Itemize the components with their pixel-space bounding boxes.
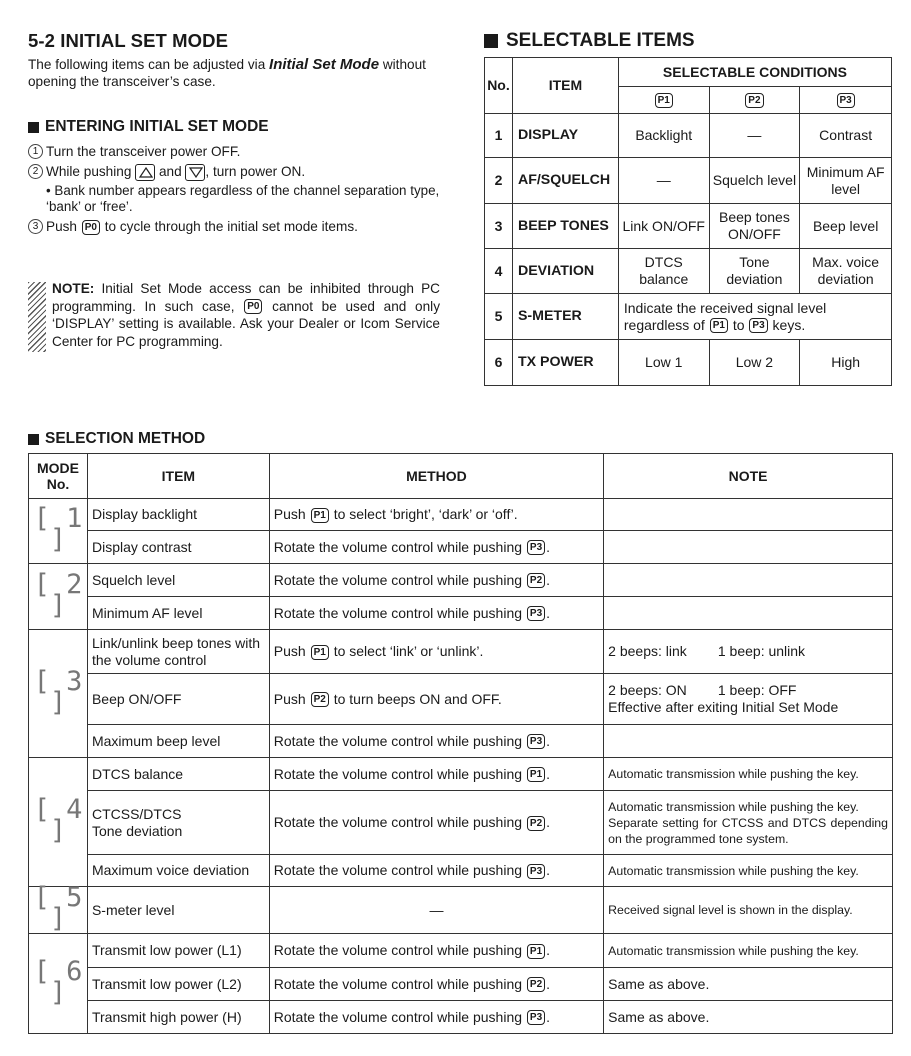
selectable-items-section	[484, 30, 893, 386]
table-row: Transmit low power (L2) Rotate the volume control while pushing P2 . Same as above.	[29, 968, 893, 1001]
table-row: Beep ON/OFF Push P2 to turn beeps ON and OFF. 2 beeps: ON 1 beep: OFF Effective after exiting Initial Set Mode	[29, 674, 893, 725]
table-row: CTCSS/DTCS Tone deviation Rotate the volume control while pushing P2 . Automatic transmission while pushing the key. Separate setting for CTCSS and DTCS depending on the programmed tone system.	[29, 791, 893, 855]
mode-1-label: [ 1 ]	[33, 503, 83, 555]
p1-key-icon: P1	[710, 318, 728, 333]
p2-key-icon: P2	[527, 573, 545, 588]
selection-method-section	[28, 430, 893, 1034]
p2-key-icon: P2	[527, 977, 545, 992]
table-header-row: No. ITEM SELECTABLE CONDITIONS	[485, 58, 892, 87]
down-arrow-key-icon	[185, 164, 205, 181]
table-row: 3 BEEP TONES Link ON/OFF Beep tones ON/OFF Beep level	[485, 204, 892, 249]
table-row: [ 4 ] DTCS balance Rotate the volume control while pushing P1 . Automatic transmission while pushing the key.	[29, 758, 893, 791]
table-row: [ 6 ] Transmit low power (L1) Rotate the volume control while pushing P1 . Automatic transmission while pushing the key.	[29, 934, 893, 968]
step-3: 3 Push P0 to cycle through the initial set mode items.	[28, 218, 440, 236]
table-row: [ 5 ] S-meter level — Received signal level is shown in the display.	[29, 887, 893, 934]
p3-key-icon: P3	[527, 1010, 545, 1025]
section-title: 5-2 INITIAL SET MODE	[28, 30, 229, 51]
p3-key-icon: P3	[527, 734, 545, 749]
step-number: 3	[28, 219, 43, 234]
step-2: 2 While pushing and , turn power ON.	[28, 163, 440, 181]
p3-key-icon: P3	[527, 864, 545, 879]
step-1: 1 Turn the transceiver power OFF.	[28, 143, 440, 161]
selection-heading: SELECTION METHOD	[28, 430, 893, 448]
step-2-bullet: • Bank number appears regardless of the channel separation type, ‘bank’ or ‘free’.	[46, 183, 440, 214]
table-row: Maximum voice deviation Rotate the volume control while pushing P3 . Automatic transmission while pushing the key.	[29, 855, 893, 887]
p2-key-icon: P2	[527, 816, 545, 831]
step-number: 1	[28, 144, 43, 159]
square-bullet-icon	[28, 122, 39, 133]
table-row: Maximum beep level Rotate the volume control while pushing P3 .	[29, 725, 893, 758]
p3-key-icon: P3	[749, 318, 767, 333]
table-row: Display contrast Rotate the volume control while pushing P3 .	[29, 531, 893, 564]
mode-4-label: [ 4 ]	[33, 794, 83, 846]
p2-key-icon: P2	[745, 93, 763, 108]
initial-set-mode-section	[28, 30, 440, 350]
p1-key-icon: P1	[655, 93, 673, 108]
selection-method-table	[28, 453, 893, 1034]
table-row: 4 DEVIATION DTCS balance Tone deviation Max. voice deviation	[485, 249, 892, 294]
note-block: NOTE: Initial Set Mode access can be inhibited through PC programming. In such case, P0 cannot be used and only ‘DISPLAY’ setting is available. Ask your Dealer or Icom Service Center for PC programming.	[28, 280, 440, 350]
p0-key-icon: P0	[244, 299, 262, 314]
entering-heading: ENTERING INITIAL SET MODE	[28, 118, 440, 136]
p1-key-icon: P1	[311, 508, 329, 523]
mode-5-label: [ 5 ]	[33, 882, 83, 934]
square-bullet-icon	[28, 434, 39, 445]
table-row: 2 AF/SQUELCH — Squelch level Minimum AF level	[485, 158, 892, 204]
p2-key-icon: P2	[311, 692, 329, 707]
table-row: 5 S-METER Indicate the received signal level regardless of P1 to P3 keys.	[485, 294, 892, 340]
intro-text: The following items can be adjusted via Initial Set Mode without opening the transceiver’s case.	[28, 56, 426, 89]
p1-key-icon: P1	[527, 944, 545, 959]
table-row: [ 1 ] Display backlight Push P1 to select ‘bright’, ‘dark’ or ‘off’.	[29, 499, 893, 531]
table-row: 6 TX POWER Low 1 Low 2 High	[485, 340, 892, 386]
mode-3-label: [ 3 ]	[33, 665, 83, 718]
step-number: 2	[28, 164, 43, 179]
mode-2-label: [ 2 ]	[33, 568, 83, 621]
table-header-row: MODE No. ITEM METHOD NOTE	[29, 454, 893, 499]
table-row: [ 2 ] Squelch level Rotate the volume control while pushing P2 .	[29, 564, 893, 597]
p1-key-icon: P1	[311, 645, 329, 660]
table-row: Transmit high power (H) Rotate the volume control while pushing P3 . Same as above.	[29, 1001, 893, 1034]
table-row: 1 DISPLAY Backlight — Contrast	[485, 114, 892, 158]
p0-key-icon: P0	[82, 220, 100, 235]
table-row: [ 3 ] Link/unlink beep tones with the volume control Push P1 to select ‘link’ or ‘unlink’. 2 beeps: link 1 beep: unlink	[29, 630, 893, 674]
p3-key-icon: P3	[527, 606, 545, 621]
table-row: Minimum AF level Rotate the volume control while pushing P3 .	[29, 597, 893, 630]
selectable-heading: SELECTABLE ITEMS	[484, 30, 893, 52]
p1-key-icon: P1	[527, 767, 545, 782]
selectable-items-table	[484, 57, 892, 386]
mode-6-label: [ 6 ]	[33, 955, 83, 1008]
steps-list	[28, 143, 440, 236]
p3-key-icon: P3	[527, 540, 545, 555]
square-bullet-icon	[484, 34, 498, 48]
note-hatch-icon	[28, 282, 46, 352]
up-arrow-key-icon	[135, 164, 155, 181]
p3-key-icon: P3	[837, 93, 855, 108]
